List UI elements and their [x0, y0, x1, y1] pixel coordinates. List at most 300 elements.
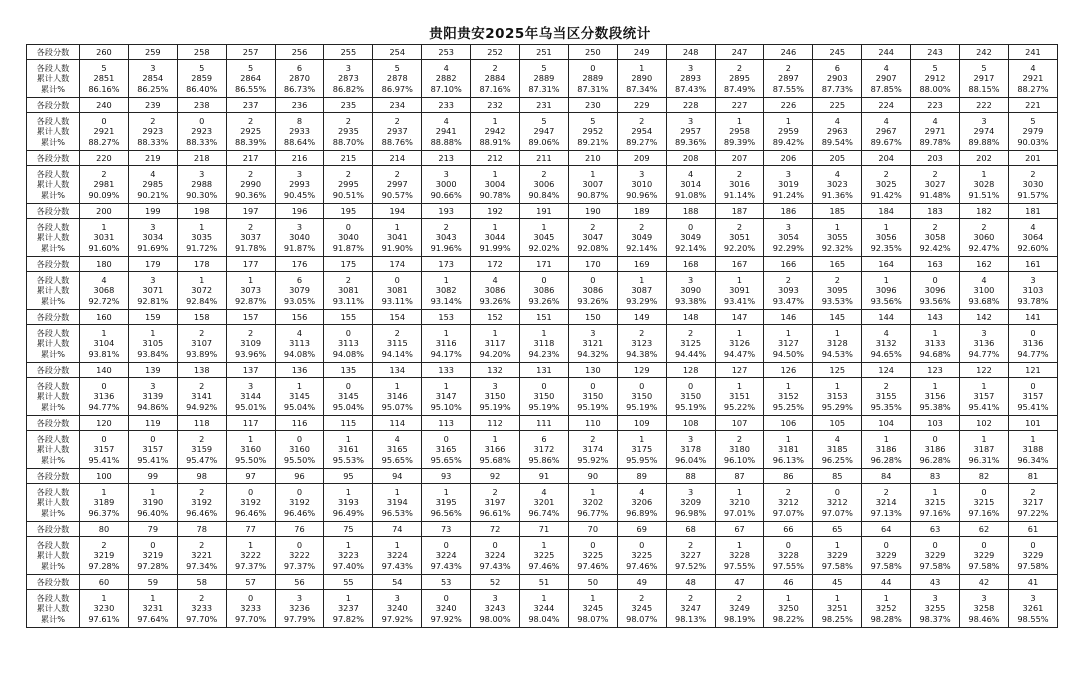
- score-cell: 248: [666, 45, 715, 60]
- score-cell: 153: [422, 310, 471, 325]
- data-cell: [911, 219, 960, 257]
- count-value: 0: [492, 540, 498, 551]
- data-cell: [324, 431, 373, 469]
- count-value: 1: [248, 540, 254, 551]
- score-cell: 48: [666, 575, 715, 590]
- pct-value: 97.01%: [723, 507, 756, 518]
- score-cell: 159: [128, 310, 177, 325]
- pct-value: 93.84%: [137, 348, 169, 359]
- cum-value: 3093: [777, 285, 799, 296]
- cum-value: 3144: [240, 391, 262, 402]
- cum-value: 2995: [337, 179, 359, 190]
- score-row: [27, 98, 1058, 113]
- score-cell: 238: [177, 98, 226, 113]
- count-value: 3: [150, 381, 156, 392]
- pct-value: 86.16%: [88, 83, 120, 94]
- score-cell: 184: [862, 204, 911, 219]
- data-cell: [80, 431, 129, 469]
- count-value: 1: [736, 328, 743, 339]
- count-value: 1: [590, 169, 596, 180]
- data-cell: [128, 431, 177, 469]
- score-cell: 91: [520, 469, 569, 484]
- count-value: 5: [101, 63, 107, 74]
- score-cell: 208: [666, 151, 715, 166]
- data-cell: [422, 431, 471, 469]
- score-cell: 90: [568, 469, 617, 484]
- score-cell: 45: [813, 575, 862, 590]
- count-value: 2: [639, 328, 645, 339]
- pct-value: 91.69%: [137, 242, 169, 253]
- score-row: [27, 204, 1058, 219]
- pct-value: 98.22%: [772, 613, 805, 624]
- score-cell: 193: [422, 204, 471, 219]
- data-cell: [911, 325, 960, 363]
- cum-value: 3139: [142, 391, 164, 402]
- data-cell: [275, 590, 324, 628]
- pct-value: 97.79%: [283, 613, 316, 624]
- data-row-label: [27, 113, 80, 151]
- data-cell: [275, 272, 324, 310]
- data-cell: [128, 60, 177, 98]
- cum-value: 3219: [93, 550, 115, 561]
- cum-value: 2997: [386, 179, 408, 190]
- pct-value: 93.89%: [186, 348, 218, 359]
- count-value: 2: [199, 434, 205, 445]
- pct-value: 93.14%: [430, 295, 462, 306]
- data-cell: [617, 272, 666, 310]
- pct-value: 98.19%: [723, 613, 756, 624]
- score-cell: 78: [177, 522, 226, 537]
- count-value: 2: [883, 487, 889, 498]
- pct-value: 97.07%: [821, 507, 853, 518]
- pct-value: 93.56%: [870, 295, 902, 306]
- score-cell: 143: [911, 310, 960, 325]
- count-value: 1: [1030, 434, 1036, 445]
- data-cell: [177, 537, 226, 575]
- data-cell: [960, 484, 1009, 522]
- count-value: 2: [150, 116, 156, 127]
- score-cell: 178: [177, 257, 226, 272]
- count-value: 1: [150, 593, 156, 604]
- pct-value: 87.55%: [772, 83, 805, 94]
- cum-label: 累计人数: [36, 603, 70, 614]
- data-cell: [373, 325, 422, 363]
- data-cell: [764, 325, 813, 363]
- pct-value: 98.07%: [577, 613, 609, 624]
- score-cell: 80: [80, 522, 129, 537]
- data-cell: [911, 431, 960, 469]
- cum-value: 3056: [875, 232, 897, 243]
- count-value: 0: [1030, 381, 1036, 392]
- count-value: 2: [736, 169, 743, 180]
- count-value: 1: [932, 328, 938, 339]
- count-value: 1: [981, 169, 987, 180]
- pct-value: 96.61%: [479, 507, 511, 518]
- data-cell: [128, 590, 177, 628]
- cum-value: 3258: [973, 603, 995, 614]
- data-cell: [960, 431, 1009, 469]
- count-value: 3: [688, 275, 694, 286]
- cum-value: 3245: [631, 603, 653, 614]
- pct-value: 90.45%: [283, 189, 316, 200]
- data-cell: [617, 378, 666, 416]
- pct-value: 95.10%: [430, 401, 462, 412]
- count-value: 0: [590, 275, 596, 286]
- score-cell: 254: [373, 45, 422, 60]
- pct-value: 98.04%: [528, 613, 560, 624]
- score-cell: 202: [960, 151, 1009, 166]
- pct-value: 93.81%: [88, 348, 120, 359]
- count-value: 2: [736, 434, 743, 445]
- pct-value: 92.29%: [772, 242, 805, 253]
- count-value: 2: [639, 116, 645, 127]
- pct-value: 95.04%: [332, 401, 365, 412]
- count-value: 0: [639, 540, 645, 551]
- pct-value: 95.35%: [870, 401, 902, 412]
- score-cell: 125: [813, 363, 862, 378]
- score-cell: 68: [666, 522, 715, 537]
- count-value: 1: [785, 116, 792, 127]
- cum-value: 2958: [729, 126, 750, 137]
- cum-value: 3228: [777, 550, 799, 561]
- cum-value: 3225: [582, 550, 604, 561]
- pct-value: 91.78%: [235, 242, 267, 253]
- count-value: 1: [883, 593, 889, 604]
- score-row: [27, 469, 1058, 484]
- pct-value: 89.78%: [919, 136, 951, 147]
- data-cell: [617, 431, 666, 469]
- data-cell: [666, 590, 715, 628]
- data-cell: [813, 590, 862, 628]
- data-cell: [911, 378, 960, 416]
- pct-value: 97.61%: [88, 613, 120, 624]
- count-value: 2: [834, 275, 840, 286]
- score-row: [27, 45, 1058, 60]
- data-cell: [764, 484, 813, 522]
- count-value: 0: [101, 381, 107, 392]
- data-cell: [471, 431, 520, 469]
- count-value: 4: [443, 116, 449, 127]
- count-value: 2: [639, 222, 645, 233]
- cum-value: 3044: [484, 232, 506, 243]
- count-value: 0: [150, 434, 156, 445]
- cum-value: 3192: [289, 497, 310, 508]
- cum-label: 累计人数: [36, 391, 70, 402]
- pct-value: 95.38%: [919, 401, 951, 412]
- score-cell: 191: [520, 204, 569, 219]
- score-cell: 157: [226, 310, 275, 325]
- data-cell: [1008, 431, 1057, 469]
- count-value: 1: [101, 487, 107, 498]
- score-cell: 189: [617, 204, 666, 219]
- score-cell: 260: [80, 45, 129, 60]
- data-cell: [862, 166, 911, 204]
- score-cell: 105: [813, 416, 862, 431]
- score-cell: 109: [617, 416, 666, 431]
- count-value: 1: [834, 593, 840, 604]
- count-value: 2: [394, 328, 400, 339]
- count-value: 0: [443, 540, 449, 551]
- score-cell: 137: [226, 363, 275, 378]
- cum-value: 3073: [240, 285, 262, 296]
- score-cell: 164: [862, 257, 911, 272]
- score-cell: 63: [911, 522, 960, 537]
- cum-value: 3141: [191, 391, 213, 402]
- data-row: [27, 113, 1058, 151]
- cum-value: 2990: [240, 179, 262, 190]
- data-cell: [1008, 272, 1057, 310]
- pct-value: 95.07%: [381, 401, 413, 412]
- cum-value: 2979: [1022, 126, 1044, 137]
- score-cell: 231: [520, 98, 569, 113]
- data-cell: [422, 219, 471, 257]
- cum-value: 3222: [289, 550, 310, 561]
- score-cell: 211: [520, 151, 569, 166]
- pct-value: 87.49%: [723, 83, 756, 94]
- score-cell: 196: [275, 204, 324, 219]
- count-value: 0: [199, 116, 205, 127]
- count-value: 2: [883, 169, 889, 180]
- pct-value: 97.58%: [870, 560, 902, 571]
- pct-value: 93.26%: [528, 295, 560, 306]
- count-value: 1: [248, 434, 254, 445]
- score-cell: 145: [813, 310, 862, 325]
- data-cell: [715, 431, 764, 469]
- data-cell: [275, 537, 324, 575]
- pct-value: 93.41%: [723, 295, 756, 306]
- count-value: 0: [345, 222, 351, 233]
- data-cell: [177, 166, 226, 204]
- data-row: [27, 272, 1058, 310]
- count-label: 各段人数: [36, 381, 70, 392]
- pct-value: 97.55%: [723, 560, 756, 571]
- cum-value: 3224: [484, 550, 506, 561]
- data-cell: [813, 537, 862, 575]
- pct-value: 93.53%: [821, 295, 853, 306]
- count-value: 1: [345, 593, 351, 604]
- cum-value: 3180: [729, 444, 750, 455]
- cum-value: 3132: [875, 338, 897, 349]
- cum-label: 累计人数: [36, 232, 70, 243]
- cum-value: 3014: [680, 179, 702, 190]
- data-cell: [373, 60, 422, 98]
- cum-value: 3145: [337, 391, 359, 402]
- pct-value: 92.14%: [626, 242, 658, 253]
- score-cell: 154: [373, 310, 422, 325]
- data-cell: [373, 590, 422, 628]
- pct-value: 87.10%: [430, 83, 462, 94]
- data-cell: [373, 113, 422, 151]
- score-cell: 114: [373, 416, 422, 431]
- score-cell: 219: [128, 151, 177, 166]
- cum-value: 2859: [191, 73, 213, 84]
- pct-value: 94.50%: [772, 348, 805, 359]
- pct-value: 89.27%: [626, 136, 658, 147]
- count-value: 1: [785, 381, 792, 392]
- data-cell: [960, 325, 1009, 363]
- cum-value: 3115: [386, 338, 408, 349]
- pct-value: 96.74%: [528, 507, 560, 518]
- count-value: 2: [199, 487, 205, 498]
- data-cell: [715, 325, 764, 363]
- cum-value: 3212: [777, 497, 799, 508]
- count-value: 1: [785, 434, 792, 445]
- score-cell: 62: [960, 522, 1009, 537]
- cum-value: 3152: [777, 391, 799, 402]
- cum-value: 3023: [826, 179, 848, 190]
- pct-value: 91.14%: [723, 189, 756, 200]
- score-cell: 75: [324, 522, 373, 537]
- pct-value: 95.50%: [235, 454, 267, 465]
- pct-value: 89.42%: [772, 136, 805, 147]
- pct-value: 97.40%: [332, 560, 365, 571]
- pct-value: 97.16%: [919, 507, 951, 518]
- pct-value: 87.43%: [675, 83, 707, 94]
- data-cell: [813, 219, 862, 257]
- data-cell: [862, 537, 911, 575]
- data-cell: [715, 484, 764, 522]
- score-cell: 177: [226, 257, 275, 272]
- pct-value: 88.15%: [968, 83, 1000, 94]
- score-cell: 119: [128, 416, 177, 431]
- score-cell: 201: [1008, 151, 1057, 166]
- count-value: 0: [932, 540, 938, 551]
- score-cell: 138: [177, 363, 226, 378]
- score-cell: 250: [568, 45, 617, 60]
- pct-value: 95.65%: [381, 454, 413, 465]
- data-cell: [715, 113, 764, 151]
- pct-value: 94.53%: [821, 348, 853, 359]
- pct-value: 87.16%: [479, 83, 511, 94]
- cum-value: 3091: [729, 285, 750, 296]
- data-cell: [813, 113, 862, 151]
- pct-label: 累计%: [40, 189, 66, 200]
- pct-value: 96.40%: [137, 507, 169, 518]
- score-cell: 182: [960, 204, 1009, 219]
- pct-value: 88.27%: [88, 136, 120, 147]
- score-cell: 60: [80, 575, 129, 590]
- cum-value: 3128: [826, 338, 848, 349]
- cum-label: 累计人数: [36, 179, 70, 190]
- data-cell: [177, 113, 226, 151]
- score-cell: 171: [520, 257, 569, 272]
- data-cell: [226, 272, 275, 310]
- count-value: 2: [1030, 487, 1036, 498]
- data-cell: [1008, 590, 1057, 628]
- count-value: 1: [834, 540, 840, 551]
- score-cell: 134: [373, 363, 422, 378]
- cum-value: 3221: [191, 550, 213, 561]
- pct-value: 95.92%: [577, 454, 609, 465]
- cum-value: 3153: [826, 391, 848, 402]
- pct-value: 95.41%: [1017, 401, 1049, 412]
- pct-value: 94.17%: [430, 348, 462, 359]
- count-value: 4: [883, 328, 889, 339]
- score-cell: 72: [471, 522, 520, 537]
- pct-value: 97.70%: [235, 613, 267, 624]
- pct-value: 95.41%: [88, 454, 120, 465]
- pct-value: 95.68%: [479, 454, 511, 465]
- cum-value: 3047: [582, 232, 604, 243]
- count-value: 3: [296, 222, 303, 233]
- pct-value: 95.29%: [821, 401, 853, 412]
- cum-value: 3187: [973, 444, 995, 455]
- pct-value: 97.92%: [430, 613, 462, 624]
- cum-value: 2884: [484, 73, 506, 84]
- data-cell: [520, 272, 569, 310]
- data-row-label: [27, 378, 80, 416]
- count-value: 0: [541, 381, 547, 392]
- pct-value: 87.31%: [577, 83, 609, 94]
- count-value: 3: [492, 593, 498, 604]
- count-value: 4: [150, 169, 156, 180]
- data-cell: [715, 378, 764, 416]
- data-cell: [80, 113, 129, 151]
- cum-value: 2889: [582, 73, 604, 84]
- data-row-label: [27, 60, 80, 98]
- cum-value: 3125: [680, 338, 702, 349]
- score-row: [27, 575, 1058, 590]
- score-cell: 110: [568, 416, 617, 431]
- pct-value: 95.19%: [675, 401, 707, 412]
- cum-value: 3000: [435, 179, 457, 190]
- score-cell: 141: [1008, 310, 1057, 325]
- pct-value: 90.78%: [479, 189, 511, 200]
- pct-value: 92.35%: [870, 242, 902, 253]
- cum-label: 累计人数: [36, 73, 70, 84]
- pct-value: 97.28%: [88, 560, 120, 571]
- score-cell: 84: [862, 469, 911, 484]
- cum-value: 3166: [484, 444, 506, 455]
- score-cell: 172: [471, 257, 520, 272]
- cum-value: 3121: [582, 338, 604, 349]
- pct-value: 88.33%: [137, 136, 169, 147]
- cum-value: 3082: [435, 285, 457, 296]
- count-value: 2: [248, 116, 254, 127]
- data-cell: [960, 113, 1009, 151]
- score-cell: 53: [422, 575, 471, 590]
- cum-value: 2895: [729, 73, 750, 84]
- data-cell: [862, 590, 911, 628]
- pct-value: 95.47%: [186, 454, 218, 465]
- cum-value: 2889: [533, 73, 555, 84]
- pct-value: 94.44%: [675, 348, 707, 359]
- pct-value: 95.19%: [626, 401, 658, 412]
- data-cell: [177, 378, 226, 416]
- score-cell: 222: [960, 98, 1009, 113]
- score-cell: 207: [715, 151, 764, 166]
- score-cell: 192: [471, 204, 520, 219]
- pct-value: 88.91%: [479, 136, 511, 147]
- score-cell: 135: [324, 363, 373, 378]
- cum-value: 3186: [875, 444, 897, 455]
- data-cell: [764, 431, 813, 469]
- data-cell: [911, 166, 960, 204]
- cum-value: 3250: [777, 603, 799, 614]
- data-cell: [666, 219, 715, 257]
- data-cell: [275, 378, 324, 416]
- cum-value: 3100: [973, 285, 995, 296]
- cum-value: 3229: [826, 550, 848, 561]
- data-cell: [471, 537, 520, 575]
- count-value: 5: [541, 63, 547, 74]
- data-cell: [666, 272, 715, 310]
- data-cell: [764, 272, 813, 310]
- pct-value: 94.65%: [870, 348, 902, 359]
- score-cell: 197: [226, 204, 275, 219]
- data-cell: [520, 537, 569, 575]
- score-row-label: 各段分数: [27, 469, 80, 484]
